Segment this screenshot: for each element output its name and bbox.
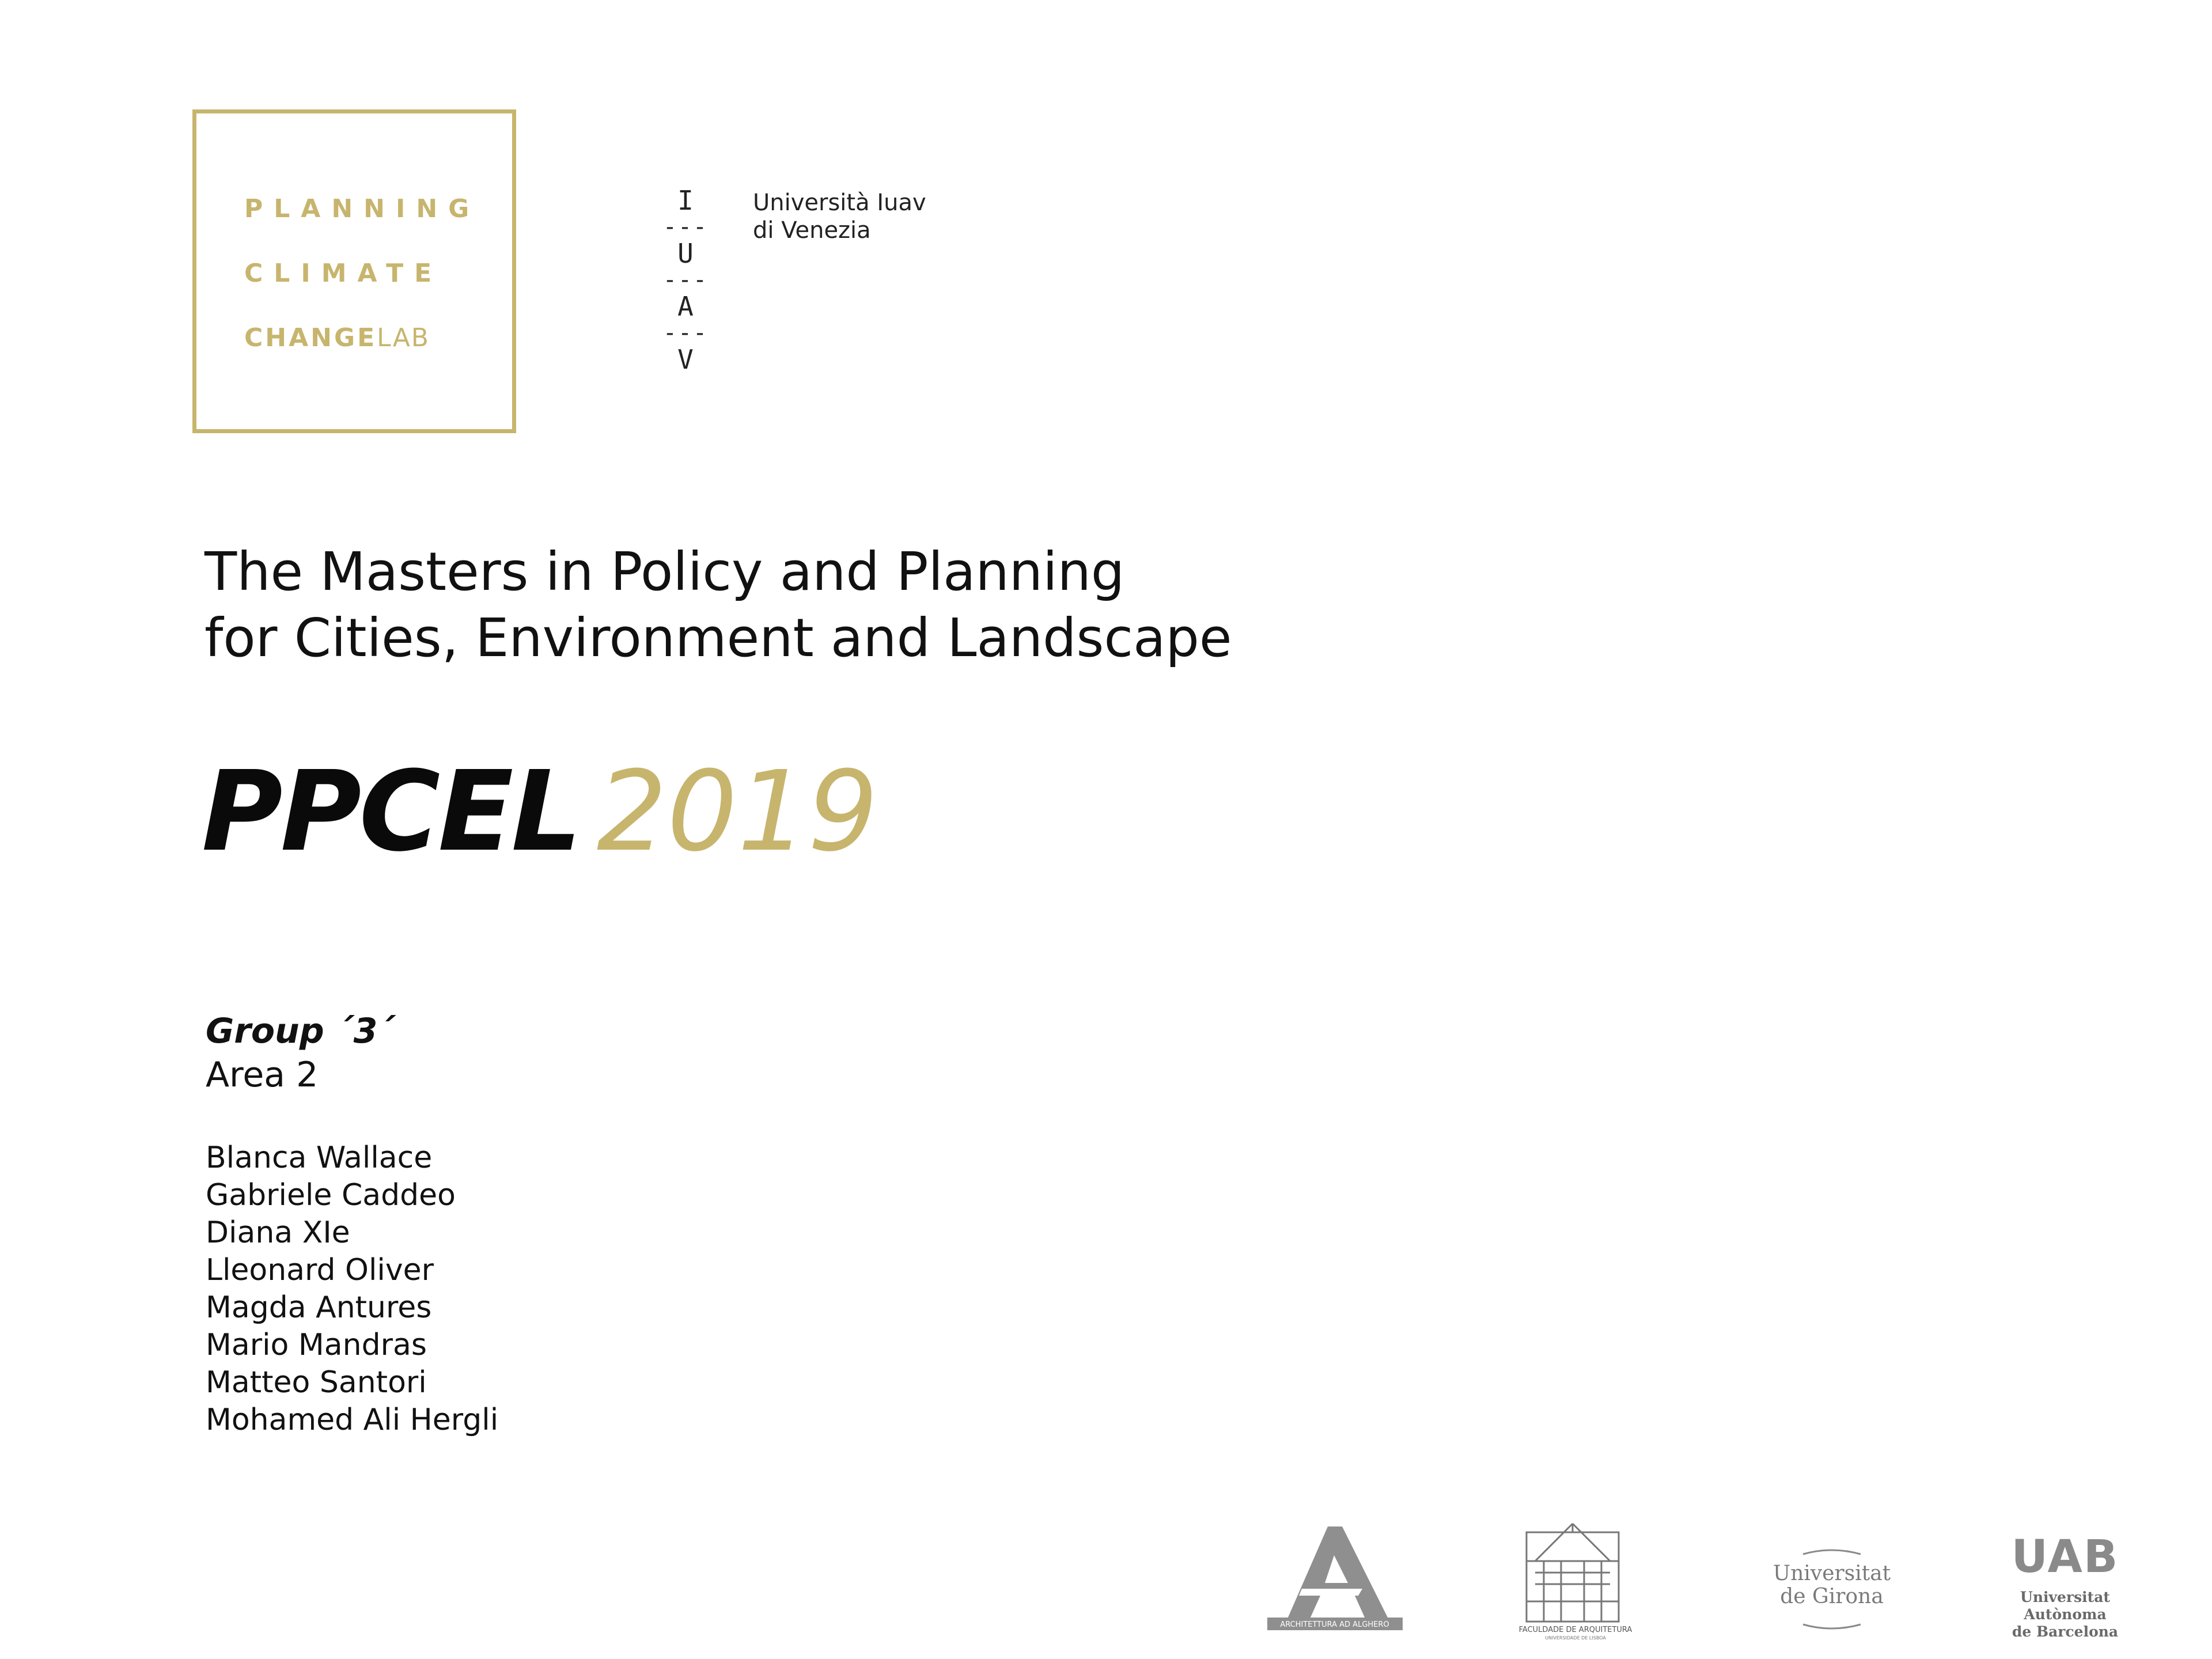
list-item: Blanca Wallace	[206, 1141, 433, 1175]
list-item: Mohamed Ali Hergli	[206, 1403, 499, 1437]
list-item: Magda Antures	[206, 1290, 432, 1325]
group-name: Group ´3´	[206, 1011, 395, 1051]
girona-text	[1768, 1562, 1895, 1608]
logo-line-change-lab	[244, 323, 430, 353]
logo-change: CHANGE	[244, 323, 377, 353]
list-item: Gabriele Caddeo	[206, 1178, 456, 1213]
title-acronym: PPCEL	[202, 748, 579, 876]
lisboa-building-icon	[1503, 1521, 1647, 1642]
girona-line1: Universitat	[1772, 1562, 1891, 1585]
logo-line-planning: PLANNING	[244, 194, 480, 224]
group-heading	[206, 1009, 395, 1097]
alghero-a-icon	[1267, 1521, 1403, 1636]
logo-line-climate: CLIMATE	[244, 259, 443, 288]
girona-line2: de Girona	[1780, 1585, 1884, 1608]
girona-logo	[1768, 1544, 1895, 1636]
iuav-letter-i: I	[677, 185, 694, 216]
iuav-mark	[657, 187, 714, 373]
alghero-logo	[1267, 1521, 1403, 1636]
logo-lab: LAB	[377, 323, 430, 353]
page-title	[202, 749, 878, 876]
lisboa-subcaption: UNIVERSIDADE DE LISBOA	[1545, 1635, 1606, 1641]
list-item: Mario Mandras	[206, 1328, 427, 1362]
iuav-dash: ---	[662, 267, 709, 293]
lisboa-caption: FACULDADE DE ARQUITETURA	[1518, 1626, 1633, 1634]
subtitle-line-2: for Cities, Environment and Landscape	[204, 607, 1232, 669]
iuav-letter-a: A	[677, 291, 694, 322]
uab-name	[1982, 1589, 2149, 1641]
list-item: Lleonard Oliver	[206, 1253, 434, 1287]
iuav-letter-u: U	[677, 238, 694, 269]
list-item: Diana XIe	[206, 1215, 350, 1250]
uab-acronym: UAB	[2011, 1531, 2119, 1583]
member-list	[206, 1139, 498, 1439]
iuav-name-line1: Università Iuav	[753, 190, 926, 216]
iuav-dash: ---	[662, 214, 709, 240]
alghero-caption: ARCHITETTURA AD ALGHERO	[1280, 1620, 1389, 1629]
uab-line2: de Barcelona	[2012, 1623, 2119, 1640]
uab-logo	[1982, 1531, 2149, 1640]
planning-climate-change-lab-logo	[192, 109, 516, 433]
iuav-letter-v: V	[677, 344, 694, 375]
list-item: Matteo Santori	[206, 1365, 427, 1400]
iuav-name	[753, 189, 926, 244]
uab-line1: Universitat Autònoma	[2020, 1589, 2110, 1623]
iuav-dash: ---	[662, 320, 709, 346]
group-area: Area 2	[206, 1055, 319, 1095]
subtitle-line-1: The Masters in Policy and Planning	[204, 541, 1125, 603]
program-subtitle	[204, 539, 1232, 671]
title-year: 2019	[596, 748, 878, 876]
iuav-name-line2: di Venezia	[753, 217, 871, 244]
lisboa-architecture-logo	[1503, 1521, 1647, 1642]
